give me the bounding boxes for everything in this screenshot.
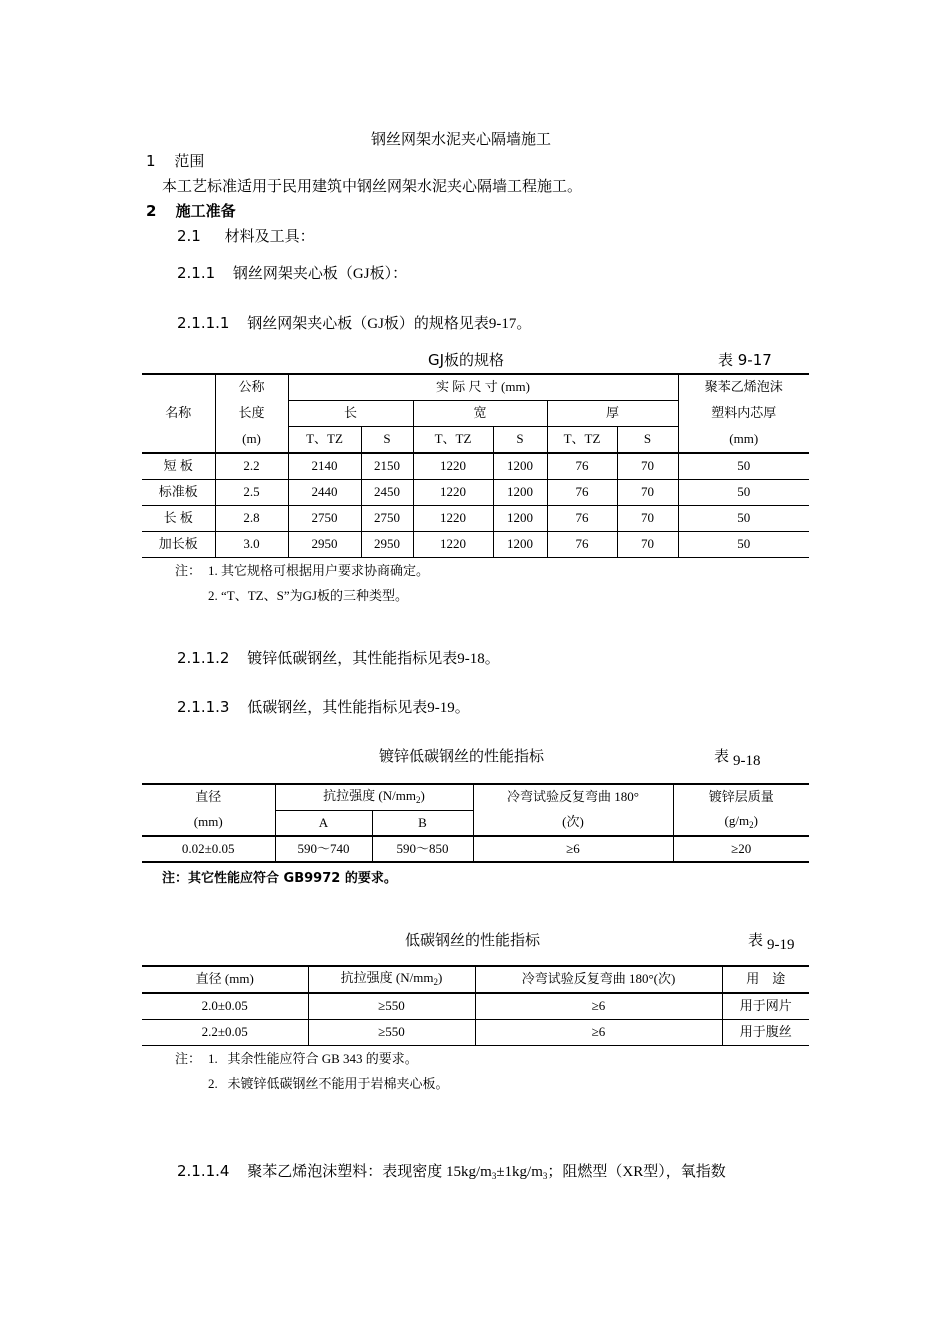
table-9-18-caption: 镀锌低碳钢丝的性能指标	[379, 747, 545, 765]
table-cell: 2440	[288, 479, 361, 505]
table-cell: 76	[547, 531, 617, 557]
header-core-2: 塑料内芯厚	[711, 404, 777, 420]
table-cell: 2.2	[215, 453, 288, 479]
header-type: S	[617, 426, 678, 453]
table-9-19-caption: 低碳钢丝的性能指标	[405, 931, 541, 949]
table-cell: 2750	[288, 505, 361, 531]
table-cell: 76	[547, 479, 617, 505]
table-cell: 1220	[413, 531, 493, 557]
table-row	[142, 836, 809, 862]
table-cell: 2.2±0.05	[142, 1019, 308, 1045]
header-name: 名称	[142, 374, 215, 453]
table-row	[142, 1019, 809, 1045]
header-type: S	[361, 426, 413, 453]
table-9-17-note-label: 注：	[175, 563, 202, 578]
table-cell: 2140	[288, 453, 361, 479]
header-nominal-1: 公称	[215, 374, 288, 400]
heading-number: 2.1	[177, 227, 201, 245]
table-cell: 50	[737, 483, 751, 499]
header-nominal-2: 长度	[215, 400, 288, 426]
header-type: T、TZ	[413, 426, 493, 453]
table-9-17-note-1: 1. 其它规格可根据用户要求协商确定。	[208, 563, 430, 578]
heading-2-1	[177, 225, 315, 246]
table-cell: ≥6	[473, 836, 673, 862]
heading-2-1-1-1	[177, 312, 531, 333]
table-cell: 1200	[493, 505, 547, 531]
table-cell: 2.5	[215, 479, 288, 505]
table-9-19-note-label: 注：	[175, 1051, 202, 1066]
table-9-19-note-1: 1. 其余性能应符合 GB 343 的要求。	[208, 1051, 418, 1066]
header-width: 宽	[413, 400, 547, 426]
table-cell: 2950	[361, 531, 413, 557]
table-cell: 长 板	[142, 505, 215, 531]
heading-2-1-1	[177, 262, 407, 283]
header-tensile: 抗拉强度 $(N/mm_2)$	[275, 784, 473, 810]
heading-label: 聚苯乙烯泡沫塑料：表现密度 $15kg/m_3\pm 1kg/m_3$；阻燃型（XR型），氧指数	[247, 1164, 726, 1181]
header-diameter-unit: (mm)	[142, 810, 275, 836]
header-thickness: 厚	[547, 400, 678, 426]
header-mass-unit: $(g/m_2)$	[724, 813, 758, 831]
table-cell: 590～850	[372, 836, 473, 862]
table-cell: 2.0±0.05	[142, 993, 308, 1019]
table-cell: 3.0	[215, 531, 288, 557]
table-cell: 50	[737, 535, 751, 551]
table-cell: 70	[617, 453, 678, 479]
table-cell: 1220	[413, 479, 493, 505]
table-cell: ≥6	[475, 1019, 722, 1045]
header-diameter: 直径 (mm)	[142, 966, 308, 993]
table-9-18-word: 表	[714, 747, 730, 765]
table-cell: ≥6	[475, 993, 722, 1019]
table-cell: 用于网片	[739, 998, 792, 1014]
heading-number: 2.1.1	[177, 264, 216, 282]
section-number: 1	[146, 152, 156, 170]
table-9-17-note-2: 2. “T、TZ、S”为GJ板的三种类型。	[208, 588, 409, 603]
table-cell: 2150	[361, 453, 413, 479]
table-9-17-caption: GJ板的规格	[428, 351, 505, 369]
header-bend: 冷弯试验反复弯曲 180°(次)	[475, 966, 722, 993]
header-nominal-3: (m)	[215, 426, 288, 453]
heading-label: 材料及工具：	[224, 229, 315, 245]
table-cell: 76	[547, 453, 617, 479]
header-grade-a: A	[275, 810, 372, 836]
section-2-heading	[146, 200, 236, 221]
table-cell: 50	[737, 509, 751, 525]
heading-number: 2.1.1.4	[177, 1162, 230, 1180]
table-9-17-number: 表 9-17	[718, 351, 772, 369]
table-cell: 590～740	[275, 836, 372, 862]
table-row	[142, 453, 809, 479]
heading-label: 钢丝网架夹心板（GJ板）：	[232, 266, 408, 282]
table-cell: ≥550	[308, 1019, 475, 1045]
table-row	[142, 505, 809, 531]
table-9-19-note-2: 2. 未镀锌低碳钢丝不能用于岩棉夹心板。	[208, 1076, 449, 1091]
header-type: T、TZ	[288, 426, 361, 453]
table-cell: 70	[617, 479, 678, 505]
heading-2-1-1-4	[177, 1160, 726, 1181]
table-cell: 50	[737, 458, 751, 474]
header-bend: 冷弯试验反复弯曲 180°	[473, 784, 673, 810]
table-cell: 70	[617, 505, 678, 531]
header-actual-size: 实 际 尺 寸 (mm)	[288, 374, 678, 400]
section-label: 施工准备	[175, 202, 236, 220]
section-label: 范围	[174, 152, 205, 170]
table-cell: 2.8	[215, 505, 288, 531]
table-9-19	[142, 965, 809, 1046]
header-tensile: 抗拉强度 $(N/mm_2)$	[308, 966, 475, 993]
table-cell: ≥20	[731, 840, 752, 856]
header-type: T、TZ	[547, 426, 617, 453]
section-1-heading	[146, 150, 204, 171]
section-1-text: 本工艺标准适用于民用建筑中钢丝网架水泥夹心隔墙工程施工。	[162, 179, 583, 195]
table-row	[142, 993, 809, 1019]
table-cell: 用于腹丝	[739, 1023, 792, 1039]
table-cell: 短 板	[142, 453, 215, 479]
table-row	[142, 479, 809, 505]
page-title: 钢丝网架水泥夹心隔墙施工	[371, 132, 552, 148]
table-9-19-word: 表	[748, 931, 764, 949]
heading-label: 低碳钢丝，其性能指标见表9-19。	[247, 700, 470, 716]
table-cell: 76	[547, 505, 617, 531]
table-9-19-number: 9-19	[767, 937, 795, 953]
table-cell: 1220	[413, 505, 493, 531]
table-cell: 1200	[493, 453, 547, 479]
header-mass: 镀锌层质量	[708, 789, 774, 805]
table-cell: 1200	[493, 479, 547, 505]
table-cell: 标准板	[142, 479, 215, 505]
header-core-1: 聚苯乙烯泡沫	[704, 379, 783, 395]
heading-number: 2.1.1.2	[177, 649, 230, 667]
header-diameter: 直径	[142, 784, 275, 810]
table-cell: 1220	[413, 453, 493, 479]
table-row	[142, 531, 809, 557]
heading-number: 2.1.1.1	[177, 314, 230, 332]
section-number: 2	[146, 202, 157, 220]
header-length: 长	[288, 400, 413, 426]
table-9-18-note: 注：其它性能应符合 GB9972 的要求。	[162, 871, 397, 886]
header-grade-b: B	[372, 810, 473, 836]
table-9-18	[142, 783, 809, 863]
header-core-3: (mm)	[729, 430, 759, 446]
table-9-18-number: 9-18	[733, 753, 761, 769]
heading-2-1-1-2	[177, 647, 500, 668]
heading-label: 镀锌低碳钢丝，其性能指标见表9-18。	[247, 651, 500, 667]
table-cell: 1200	[493, 531, 547, 557]
table-cell: 2450	[361, 479, 413, 505]
table-cell: 0.02±0.05	[142, 836, 275, 862]
header-use: 用 途	[746, 971, 786, 987]
table-9-17	[142, 373, 809, 558]
table-cell: ≥550	[308, 993, 475, 1019]
heading-number: 2.1.1.3	[177, 698, 230, 716]
table-cell: 加长板	[142, 531, 215, 557]
heading-label: 钢丝网架夹心板（GJ板）的规格见表9-17。	[247, 316, 532, 332]
heading-2-1-1-3	[177, 696, 470, 717]
table-cell: 70	[617, 531, 678, 557]
header-bend-unit: (次)	[473, 810, 673, 836]
header-type: S	[493, 426, 547, 453]
table-cell: 2750	[361, 505, 413, 531]
table-cell: 2950	[288, 531, 361, 557]
